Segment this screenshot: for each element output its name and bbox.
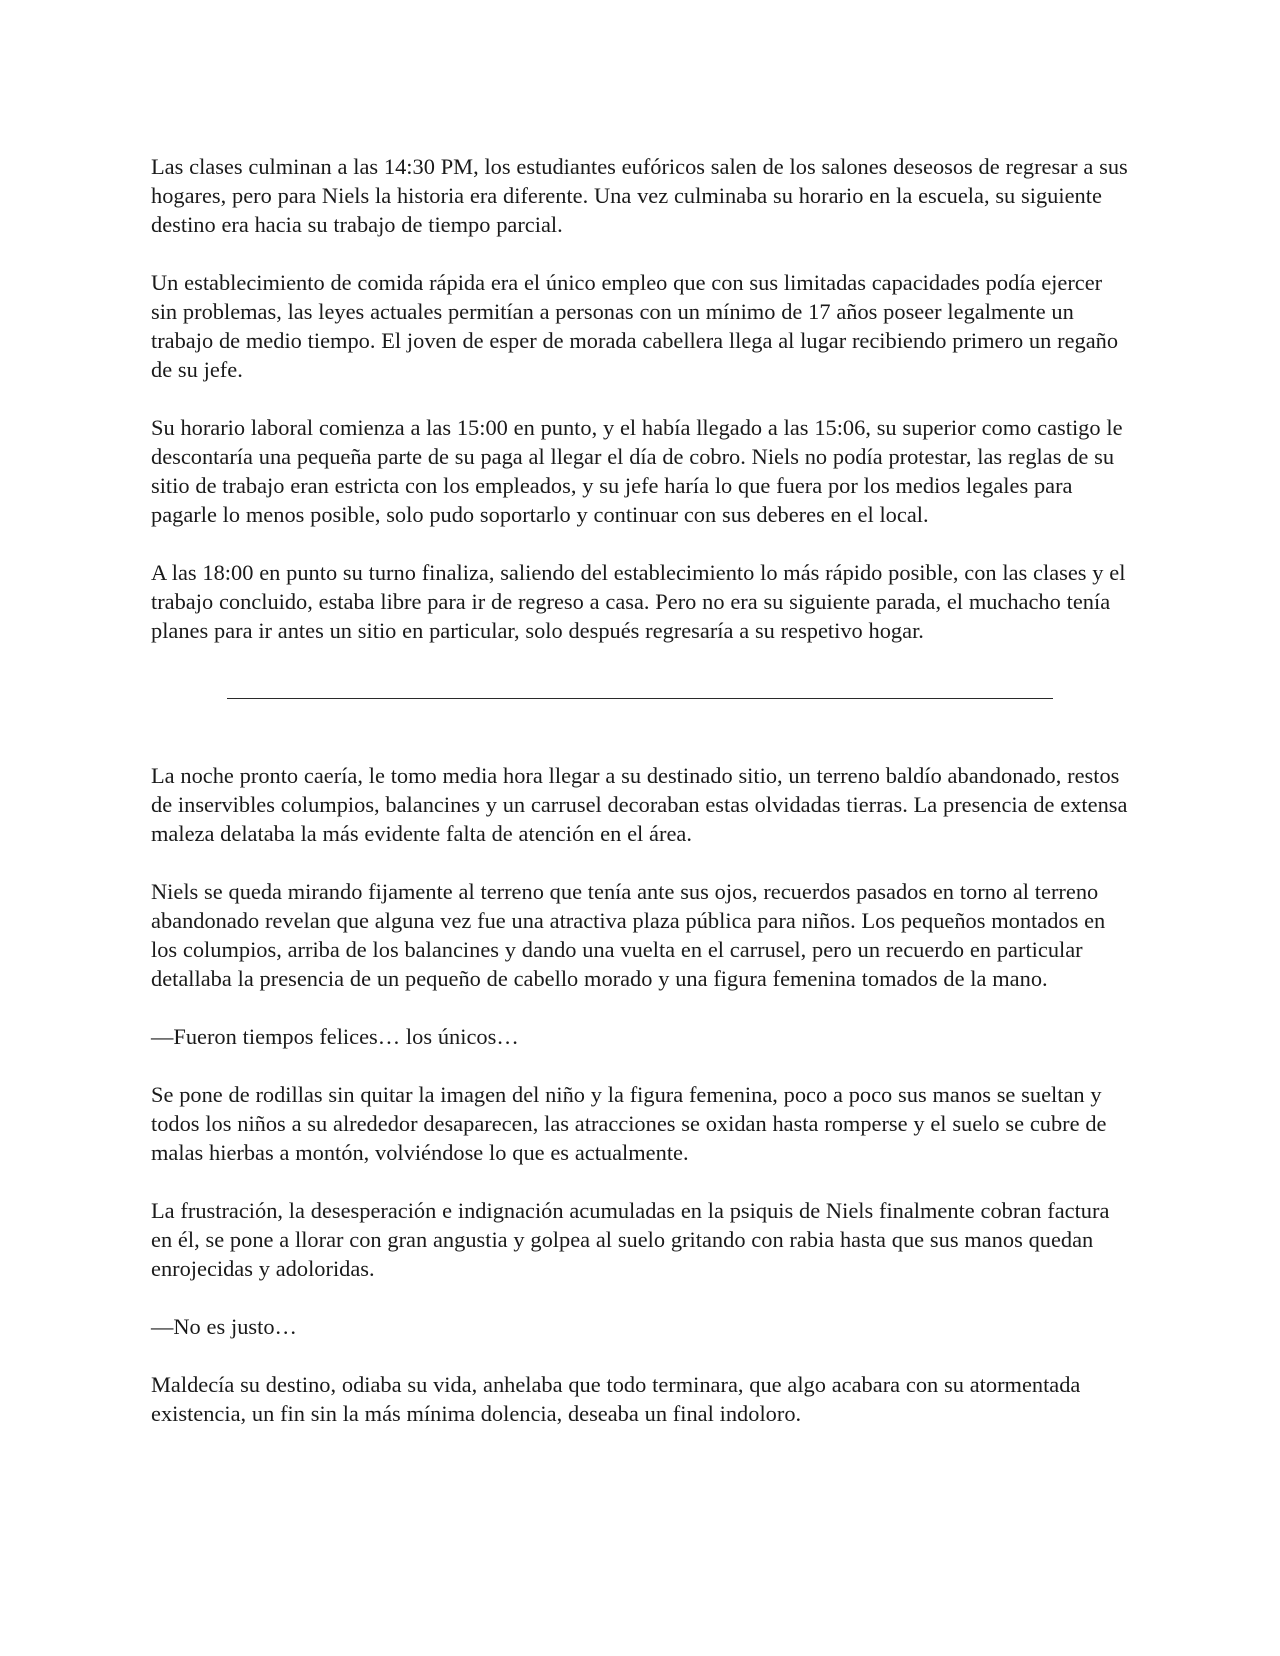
dialogue-line: —No es justo… <box>151 1314 297 1339</box>
paragraph: A las 18:00 en punto su turno finaliza, saliendo del establecimiento lo más rápido posible, con las clases y el trabajo concluido, estaba libre para ir de regreso a casa. Pero no era su siguiente parada, el muchacho tenía planes para ir antes un sitio en particular, solo después regresaría a su respetivo hogar. <box>151 560 1126 643</box>
paragraph: La noche pronto caería, le tomo media hora llegar a su destinado sitio, un terreno baldío abandonado, restos de inservibles columpios, balancines y un carrusel decoraban estas olvidadas tierras. La presencia de extensa maleza delataba la más evidente falta de atención en el área. <box>151 763 1128 846</box>
paragraph: La frustración, la desesperación e indignación acumuladas en la psiquis de Niels finalmente cobran factura en él, se pone a llorar con gran angustia y golpea al suelo gritando con rabia hasta que sus manos quedan enrojecidas y adoloridas. <box>151 1198 1110 1281</box>
paragraph: Maldecía su destino, odiaba su vida, anhelaba que todo terminara, que algo acabara con su atormentada existencia, un fin sin la más mínima dolencia, deseaba un final indoloro. <box>151 1372 1081 1426</box>
paragraph: Un establecimiento de comida rápida era el único empleo que con sus limitadas capacidades podía ejercer sin problemas, las leyes actuales permitían a personas con un mínimo de 17 años poseer legalmente un trabajo de medio tiempo. El joven de esper de morada cabellera llega al lugar recibiendo primero un regaño de su jefe. <box>151 270 1119 382</box>
paragraph: Su horario laboral comienza a las 15:00 en punto, y el había llegado a las 15:06, su superior como castigo le descontaría una pequeña parte de su paga al llegar el día de cobro. Niels no podía protestar, las reglas de su sitio de trabajo eran estricta con los empleados, y su jefe haría lo que fuera por los medios legales para pagarle lo menos posible, solo pudo soportarlo y continuar con sus deberes en el local. <box>151 415 1123 527</box>
paragraph: Niels se queda mirando fijamente al terreno que tenía ante sus ojos, recuerdos pasados en torno al terreno abandonado revelan que alguna vez fue una atractiva plaza pública para niños. Los pequeños montados en los columpios, arriba de los balancines y dando una vuelta en el carrusel, pero un recuerdo en particular detallaba la presencia de un pequeño de cabello morado y una figura femenina tomados de la mano. <box>151 879 1106 991</box>
dialogue-line: —Fueron tiempos felices… los únicos… <box>151 1024 519 1049</box>
horizontal-rule <box>227 698 1053 699</box>
paragraph: Las clases culminan a las 14:30 PM, los estudiantes eufóricos salen de los salones deseosos de regresar a sus hogares, pero para Niels la historia era diferente. Una vez culminaba su horario en la escuela, su siguiente destino era hacia su trabajo de tiempo parcial. <box>151 154 1128 237</box>
paragraph: Se pone de rodillas sin quitar la imagen del niño y la figura femenina, poco a poco sus manos se sueltan y todos los niños a su alrededor desaparecen, las atracciones se oxidan hasta romperse y el suelo se cubre de malas hierbas a montón, volviéndose lo que es actualmente. <box>151 1082 1107 1165</box>
section-divider <box>151 670 1129 728</box>
